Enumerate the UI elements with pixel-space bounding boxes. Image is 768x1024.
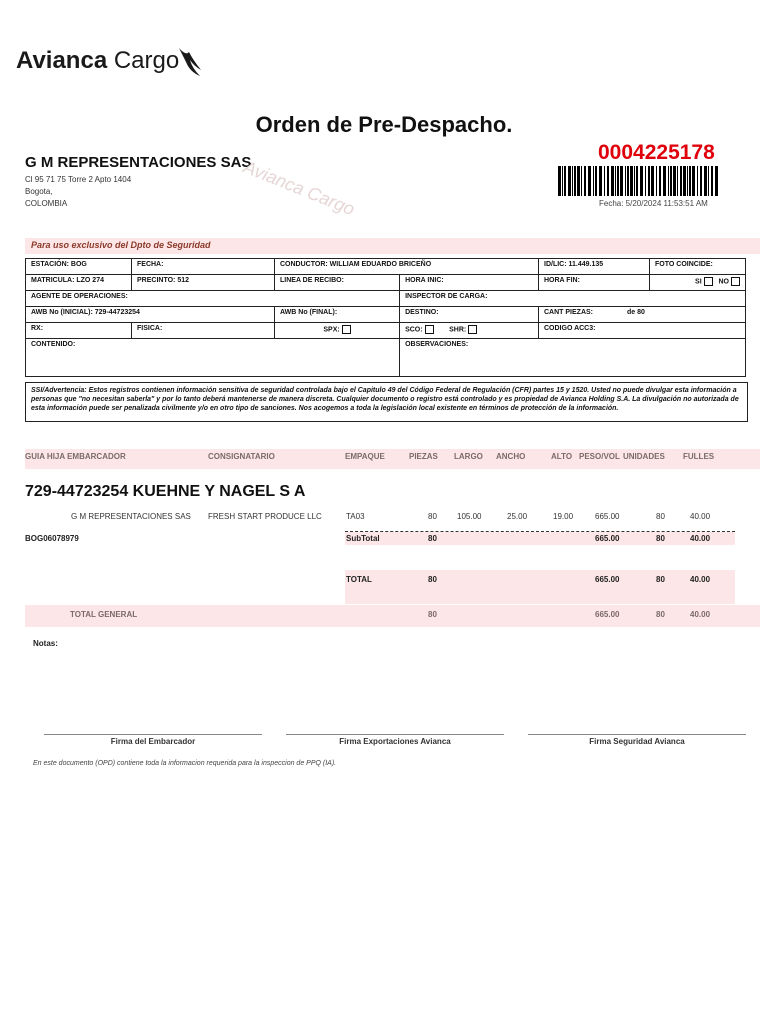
line-largo: 105.00	[457, 512, 482, 521]
line-alto: 19.00	[553, 512, 574, 521]
subtotal-fulles: 40.00	[690, 534, 711, 543]
spx-cell	[275, 323, 400, 339]
line-fulles: 40.00	[690, 512, 711, 521]
shr-label: SHR:	[449, 326, 467, 334]
subtotal-pesovol: 665.00	[595, 534, 620, 543]
signature-embarcador: Firma del Embarcador	[110, 737, 196, 746]
col-alto: ALTO	[551, 452, 573, 461]
address-line: Bogota,	[25, 187, 53, 196]
total-unidades: 80	[656, 575, 665, 584]
barcode-bar	[581, 166, 582, 196]
sco-label: SCO:	[405, 326, 423, 334]
barcode-bar	[572, 166, 573, 196]
total-general-piezas: 80	[428, 610, 437, 619]
brand-logo	[16, 47, 179, 75]
idlic-cell: ID/LIC: 11.449.135	[539, 259, 650, 275]
total-general-label: TOTAL GENERAL	[70, 610, 138, 619]
hora-inic-cell: HORA INIC:	[400, 275, 539, 291]
linea-cell: LINEA DE RECIBO:	[275, 275, 400, 291]
sco-checkbox[interactable]	[425, 325, 434, 334]
page-title: Orden de Pre-Despacho.	[255, 112, 513, 137]
spx-checkbox[interactable]	[342, 325, 351, 334]
barcode-bar	[683, 166, 686, 196]
barcode-bar	[689, 166, 691, 196]
watermark: Avianca Cargo	[240, 156, 358, 220]
order-number: 0004225178	[598, 141, 715, 164]
line-piezas: 80	[428, 512, 437, 521]
company-name: G M REPRESENTACIONES SAS	[25, 154, 252, 171]
col-piezas: PIEZAS	[409, 452, 438, 461]
total-general-fulles: 40.00	[690, 610, 711, 619]
barcode-bar	[577, 166, 580, 196]
col-pesovol: PESO/VOL	[579, 452, 620, 461]
no-label: NO	[718, 278, 729, 286]
signature-seguridad: Firma Seguridad Avianca	[589, 737, 685, 746]
barcode-bar	[663, 166, 666, 196]
total-fulles: 40.00	[690, 575, 711, 584]
guide-title: 729-44723254 KUEHNE Y NAGEL S A	[25, 483, 306, 500]
brand-name-bold: Avianca	[16, 47, 108, 74]
hora-fin-cell: HORA FIN:	[539, 275, 650, 291]
total-general-unidades: 80	[656, 610, 665, 619]
security-warning: SSI/Advertencia: Estos registros contienen información sensitiva de seguridad controlada bajo el Capitulo 49 del Código Federal de Regulación (CFR) partes 15 y 1520. Usted no puede divulgar esta información a personas que "no necesitan saberla" y por lo tanto deberá mantenerse de manera discreta. Cualquier documento o registro está controlado y es propiedad de Avianca Holding S.A. La divulgación no autorizada de esta información puede ser penalizada civilmente y/o en otro tipo de sanciones. Nos acogemos a toda la legislación local existente en términos de protección de la información.	[25, 382, 748, 422]
barcode-bar	[711, 166, 713, 196]
inspector-cell: INSPECTOR DE CARGA:	[400, 291, 746, 307]
cant-piezas-label: CANT PIEZAS:	[544, 309, 593, 316]
barcode-bar	[620, 166, 623, 196]
matricula-cell: MATRICULA: LZO 274	[26, 275, 132, 291]
signature-line	[286, 734, 504, 735]
barcode-bar	[634, 166, 635, 196]
barcode-bar	[673, 166, 676, 196]
no-checkbox[interactable]	[731, 277, 740, 286]
destino-cell: DESTINO:	[400, 307, 539, 323]
barcode-bar	[615, 166, 616, 196]
total-piezas: 80	[428, 575, 437, 584]
print-date: Fecha: 5/20/2024 11:53:51 AM	[599, 199, 708, 208]
barcode-bar	[599, 166, 602, 196]
total-general-pesovol: 665.00	[595, 610, 620, 619]
barcode-bar	[692, 166, 695, 196]
barcode-bar	[687, 166, 688, 196]
codigo-cell: CODIGO ACC3:	[539, 323, 746, 339]
total-label: TOTAL	[346, 575, 372, 584]
signature-line	[44, 734, 262, 735]
contenido-cell: CONTENIDO:	[26, 339, 400, 377]
barcode-bar	[708, 166, 709, 196]
si-checkbox[interactable]	[704, 277, 713, 286]
barcode-bar	[630, 166, 633, 196]
barcode-bar	[627, 166, 629, 196]
barcode-bar	[648, 166, 650, 196]
foto-cell: FOTO COINCIDE:	[650, 259, 746, 275]
barcode-bar	[640, 166, 643, 196]
awb-final-cell: AWB No (FINAL):	[275, 307, 400, 323]
line-pesovol: 665.00	[595, 512, 620, 521]
line-ancho: 25.00	[507, 512, 528, 521]
spx-label: SPX:	[323, 326, 340, 334]
barcode-bar	[670, 166, 672, 196]
agente-cell: AGENTE DE OPERACIONES:	[26, 291, 400, 307]
col-guia: GUIA HIJA EMBARCADOR	[25, 452, 126, 461]
total-band	[345, 570, 735, 604]
barcode-bar	[656, 166, 657, 196]
col-fulles: FULLES	[683, 452, 715, 461]
observaciones-cell: OBSERVACIONES:	[400, 339, 746, 377]
address-line: Cl 95 71 75 Torre 2 Apto 1404	[25, 175, 132, 184]
barcode-bar	[595, 166, 597, 196]
barcode-bar	[715, 166, 718, 196]
subtotal-band	[345, 532, 735, 545]
barcode-bar	[611, 166, 614, 196]
signature-exportaciones: Firma Exportaciones Avianca	[339, 737, 451, 746]
barcode-bar	[604, 166, 605, 196]
barcode-bar	[704, 166, 707, 196]
signature-line	[528, 734, 746, 735]
barcode-bar	[564, 166, 566, 196]
brand-name-light: Cargo	[113, 47, 180, 74]
barcode	[558, 166, 718, 196]
barcode-bar	[574, 166, 576, 196]
bird-logo-icon	[176, 46, 202, 78]
columns-header	[25, 449, 760, 469]
conductor-cell: CONDUCTOR: WILLIAM EDUARDO BRICEÑO	[275, 259, 539, 275]
si-no-cell	[650, 275, 746, 291]
subtotal-guia: BOG06078979	[25, 534, 79, 543]
line-embarcador: G M REPRESENTACIONES SAS	[71, 512, 191, 521]
line-unidades: 80	[656, 512, 665, 521]
barcode-bar	[562, 166, 563, 196]
shr-checkbox[interactable]	[468, 325, 477, 334]
cant-piezas-cell	[539, 307, 746, 323]
footer-note: En este documento (OPD) contiene toda la informacion requerida para la inspeccion de PPQ (IA).	[33, 760, 337, 767]
address-line: COLOMBIA	[25, 199, 68, 208]
subtotal-label: SubTotal	[346, 534, 380, 543]
awb-inicial-cell: AWB No (INICIAL): 729-44723254	[26, 307, 275, 323]
security-form	[25, 258, 746, 377]
security-banner	[25, 238, 760, 254]
barcode-bar	[617, 166, 619, 196]
line-consignatario: FRESH START PRODUCE LLC	[208, 512, 322, 521]
col-consignatario: CONSIGNATARIO	[208, 452, 275, 461]
barcode-bar	[636, 166, 638, 196]
barcode-bar	[645, 166, 646, 196]
notas-label: Notas:	[33, 639, 58, 648]
security-banner-text: Para uso exclusivo del Dpto de Seguridad	[31, 240, 211, 250]
line-empaque: TA03	[346, 512, 365, 521]
fisica-cell: FISICA:	[132, 323, 275, 339]
barcode-bar	[700, 166, 702, 196]
barcode-bar	[659, 166, 661, 196]
barcode-bar	[588, 166, 591, 196]
barcode-bar	[568, 166, 571, 196]
subtotal-unidades: 80	[656, 534, 665, 543]
col-largo: LARGO	[454, 452, 483, 461]
barcode-bar	[558, 166, 561, 196]
subtotal-piezas: 80	[428, 534, 437, 543]
si-label: SI	[695, 278, 702, 286]
barcode-bar	[593, 166, 594, 196]
barcode-bar	[668, 166, 669, 196]
col-unidades: UNIDADES	[623, 452, 665, 461]
barcode-bar	[607, 166, 609, 196]
estacion-cell: ESTACIÓN: BOG	[26, 259, 132, 275]
barcode-bar	[584, 166, 586, 196]
barcode-bar	[625, 166, 626, 196]
precinto-cell: PRECINTO: 512	[132, 275, 275, 291]
rx-cell: RX:	[26, 323, 132, 339]
fecha-cell: FECHA:	[132, 259, 275, 275]
col-empaque: EMPAQUE	[345, 452, 385, 461]
barcode-bar	[680, 166, 682, 196]
cant-piezas-de: de 80	[626, 309, 645, 316]
sco-shr-cell	[400, 323, 539, 339]
barcode-bar	[697, 166, 698, 196]
col-ancho: ANCHO	[496, 452, 526, 461]
barcode-bar	[677, 166, 678, 196]
barcode-bar	[651, 166, 654, 196]
total-pesovol: 665.00	[595, 575, 620, 584]
